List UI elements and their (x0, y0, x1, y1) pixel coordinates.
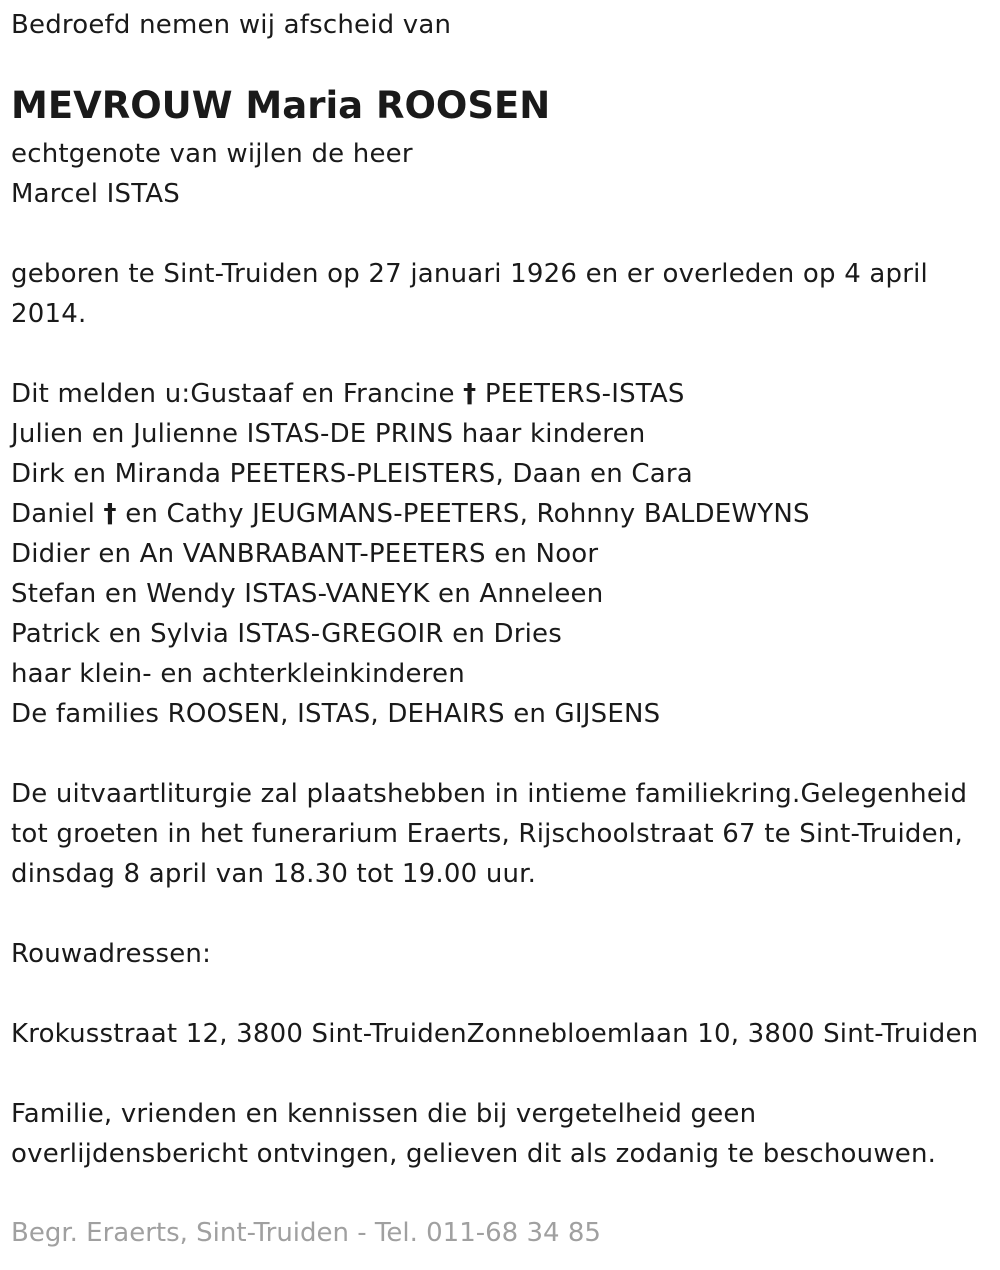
birth-death-year: 2014. (11, 299, 87, 329)
family-line-1-end: PEETERS-ISTAS (476, 379, 685, 409)
family-line-9: De families ROOSEN, ISTAS, DEHAIRS en GIJSENS (11, 699, 661, 729)
spouse-name: Marcel ISTAS (11, 179, 180, 209)
family-line-4 (11, 494, 810, 534)
family-line-2: Julien en Julienne ISTAS-DE PRINS haar kinderen (11, 419, 646, 449)
family-line-1 (11, 374, 685, 414)
notice-line-2: overlijdensbericht ontvingen, gelieven dit als zodanig te beschouwen. (11, 1139, 937, 1169)
addresses-label: Rouwadressen: (11, 939, 212, 969)
notice-line-1: Familie, vrienden en kennissen die bij vergetelheid geen (11, 1099, 757, 1129)
intro-text: Bedroefd nemen wij afscheid van (11, 10, 452, 40)
funeral-line-3: dinsdag 8 april van 18.30 tot 19.00 uur. (11, 859, 537, 889)
cross-icon: † (103, 499, 117, 529)
deceased-name: MEVROUW Maria ROOSEN (11, 84, 551, 127)
cross-icon: † (463, 379, 477, 409)
family-line-1-start: Dit melden u:Gustaaf en Francine (11, 379, 464, 409)
funeral-line-1: De uitvaartliturgie zal plaatshebben in intieme familiekring.Gelegenheid (11, 779, 968, 809)
funeral-line-2: tot groeten in het funerarium Eraerts, Rijschoolstraat 67 te Sint-Truiden, (11, 819, 963, 849)
family-line-8: haar klein- en achterkleinkinderen (11, 659, 465, 689)
funeral-home-footer: Begr. Eraerts, Sint-Truiden - Tel. 011-68 34 85 (11, 1218, 601, 1248)
spouse-text: echtgenote van wijlen de heer (11, 139, 413, 169)
family-line-7: Patrick en Sylvia ISTAS-GREGOIR en Dries (11, 619, 562, 649)
family-line-3: Dirk en Miranda PEETERS-PLEISTERS, Daan en Cara (11, 459, 693, 489)
addresses-text: Krokusstraat 12, 3800 Sint-TruidenZonnebloemlaan 10, 3800 Sint-Truiden (11, 1019, 979, 1049)
family-line-5: Didier en An VANBRABANT-PEETERS en Noor (11, 539, 599, 569)
family-line-6: Stefan en Wendy ISTAS-VANEYK en Anneleen (11, 579, 604, 609)
birth-death-text: geboren te Sint-Truiden op 27 januari 1926 en er overleden op 4 april (11, 259, 928, 289)
family-line-4-start: Daniel (11, 499, 104, 529)
family-line-4-end: en Cathy JEUGMANS-PEETERS, Rohnny BALDEWYNS (116, 499, 810, 529)
